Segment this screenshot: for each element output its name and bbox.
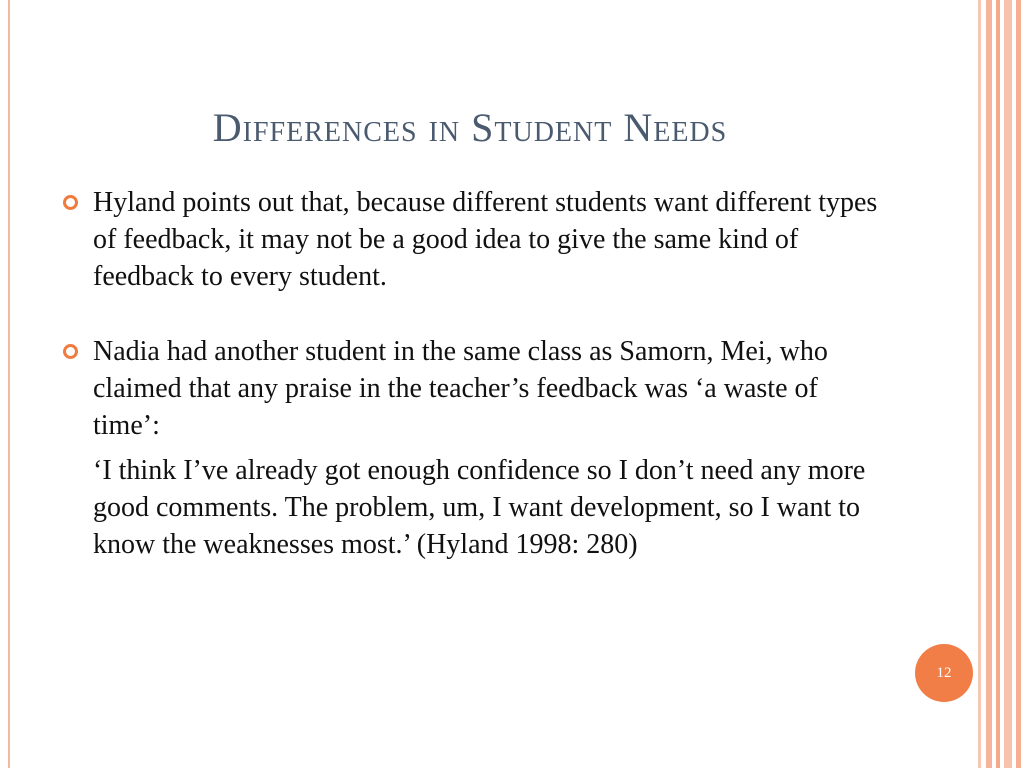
bullet-circle-icon [63, 344, 78, 359]
stripe [986, 0, 992, 768]
slide-number-badge: 12 [915, 644, 973, 702]
slide-title: Differences in Student Needs [212, 105, 728, 150]
stripe [1004, 0, 1012, 768]
bullet-circle-icon [63, 195, 78, 210]
bullet-text: Hyland points out that, because different students want different types of feedback, it may not be a good idea to give the same kind of feedback to every student. [93, 187, 878, 292]
bullet-item [60, 333, 880, 444]
slide-content [60, 184, 880, 563]
right-decorative-stripes [978, 0, 1024, 768]
stripe [978, 0, 981, 768]
bullet-item [60, 184, 880, 295]
stripe [996, 0, 1000, 768]
bullet-text: Nadia had another student in the same class as Samorn, Mei, who claimed that any praise in the teacher’s feedback was ‘a waste of time’: [93, 336, 828, 441]
quote-text: ‘I think I’ve already got enough confidence so I don’t need any more good comments. The problem, um, I want development, so I want to know the weaknesses most.’ (Hyland 1998: 280) [93, 455, 866, 560]
stripe [1016, 0, 1021, 768]
